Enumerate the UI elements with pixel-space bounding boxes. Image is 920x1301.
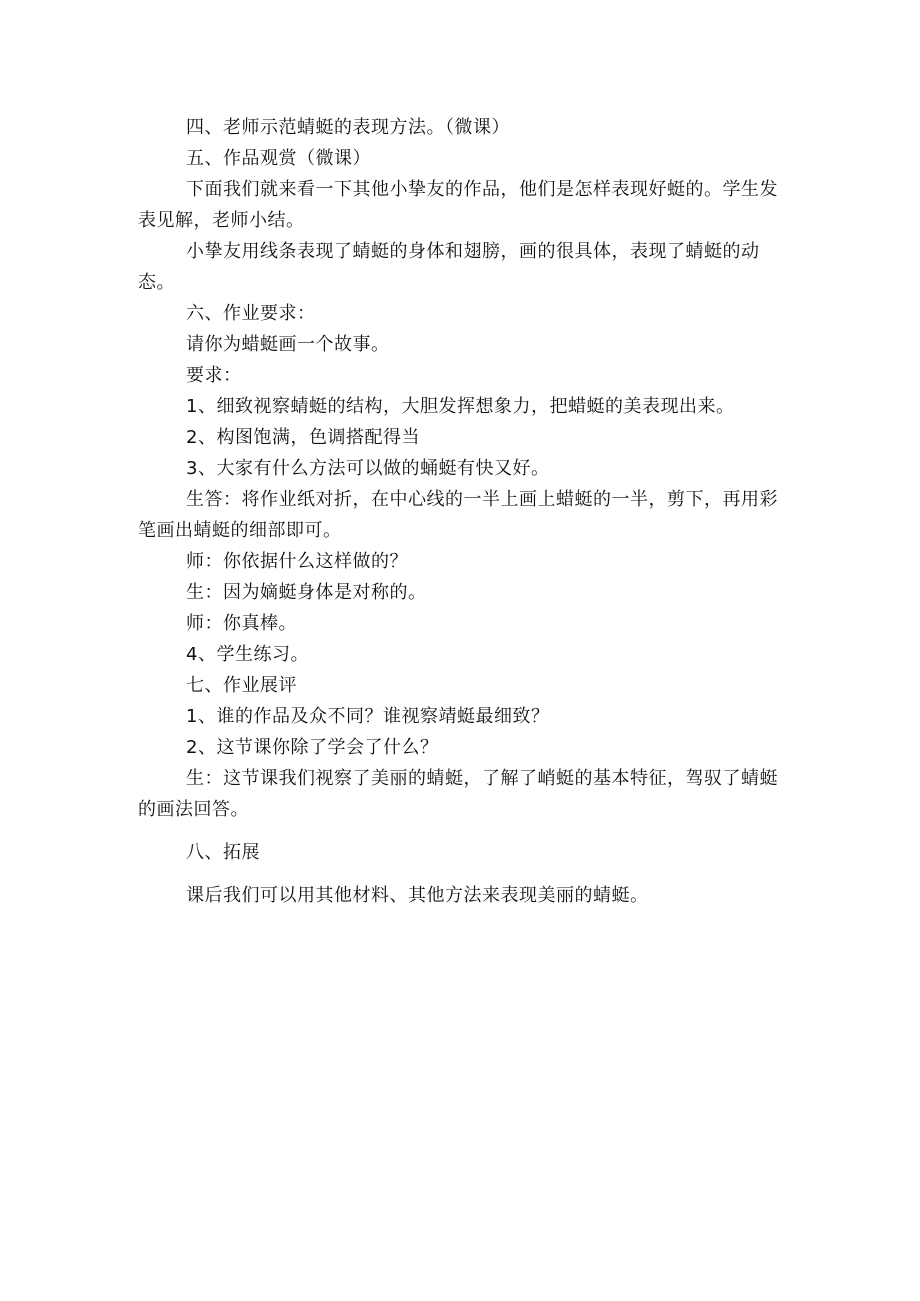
paragraph-student-answer: 生答：将作业纸对折，在中心线的一半上画上蜡蜓的一半，剪下，再用彩笔画出蜻蜓的细部即可。: [138, 489, 778, 541]
paragraph-review-1: 1、谁的作品及众不同？谁视察靖蜓最细致？: [186, 706, 550, 727]
paragraph-student-summary: 生：这节课我们视察了美丽的蜻蜓，了解了峭蜓的基本特征，驾驭了蜻蜓的画法回答。: [138, 768, 778, 820]
paragraph-requirement-2: 2、构图饱满，色调搭配得当: [186, 427, 420, 448]
paragraph-task: 请你为蜡蜓画一个故事。: [186, 334, 390, 355]
paragraph-requirement-3: 3、大家有什么方法可以做的蛹蜓有快又好。: [186, 458, 550, 479]
paragraph-works-intro: 下面我们就来看一下其他小挚友的作品，他们是怎样表现好蜓的。学生发表见解，老师小结。: [138, 179, 778, 231]
paragraph-section-5: 五、作品观赏（微课）: [186, 148, 371, 169]
paragraph-works-summary: 小挚友用线条表现了蜻蜓的身体和翅膀，画的很具体，表现了蜻蜓的动态。: [138, 241, 760, 293]
paragraph-student-reply: 生：因为嫡蜓身体是对称的。: [186, 582, 427, 603]
paragraph-section-7: 七、作业展评: [186, 675, 297, 696]
paragraph-teacher-praise: 师：你真棒。: [186, 613, 297, 634]
paragraph-section-4: 四、老师示范蜻蜓的表现方法。（微课）: [186, 117, 510, 138]
paragraph-practice: 4、学生练习。: [186, 644, 309, 665]
paragraph-requirement-1: 1、细致视察蜻蜓的结构，大胆发挥想象力，把蜡蜓的美表现出来。: [186, 396, 735, 417]
paragraph-review-2: 2、这节课你除了学会了什么？: [186, 737, 439, 758]
paragraph-teacher-question: 师：你依据什么这样做的？: [186, 551, 408, 572]
paragraph-requirements-label: 要求：: [186, 365, 242, 386]
paragraph-section-6: 六、作业要求：: [186, 303, 316, 324]
document-body: [138, 112, 778, 911]
paragraph-section-8: 八、拓展: [186, 842, 260, 863]
paragraph-extension: 课后我们可以用其他材料、其他方法来表现美丽的蜻蜓。: [186, 885, 649, 906]
